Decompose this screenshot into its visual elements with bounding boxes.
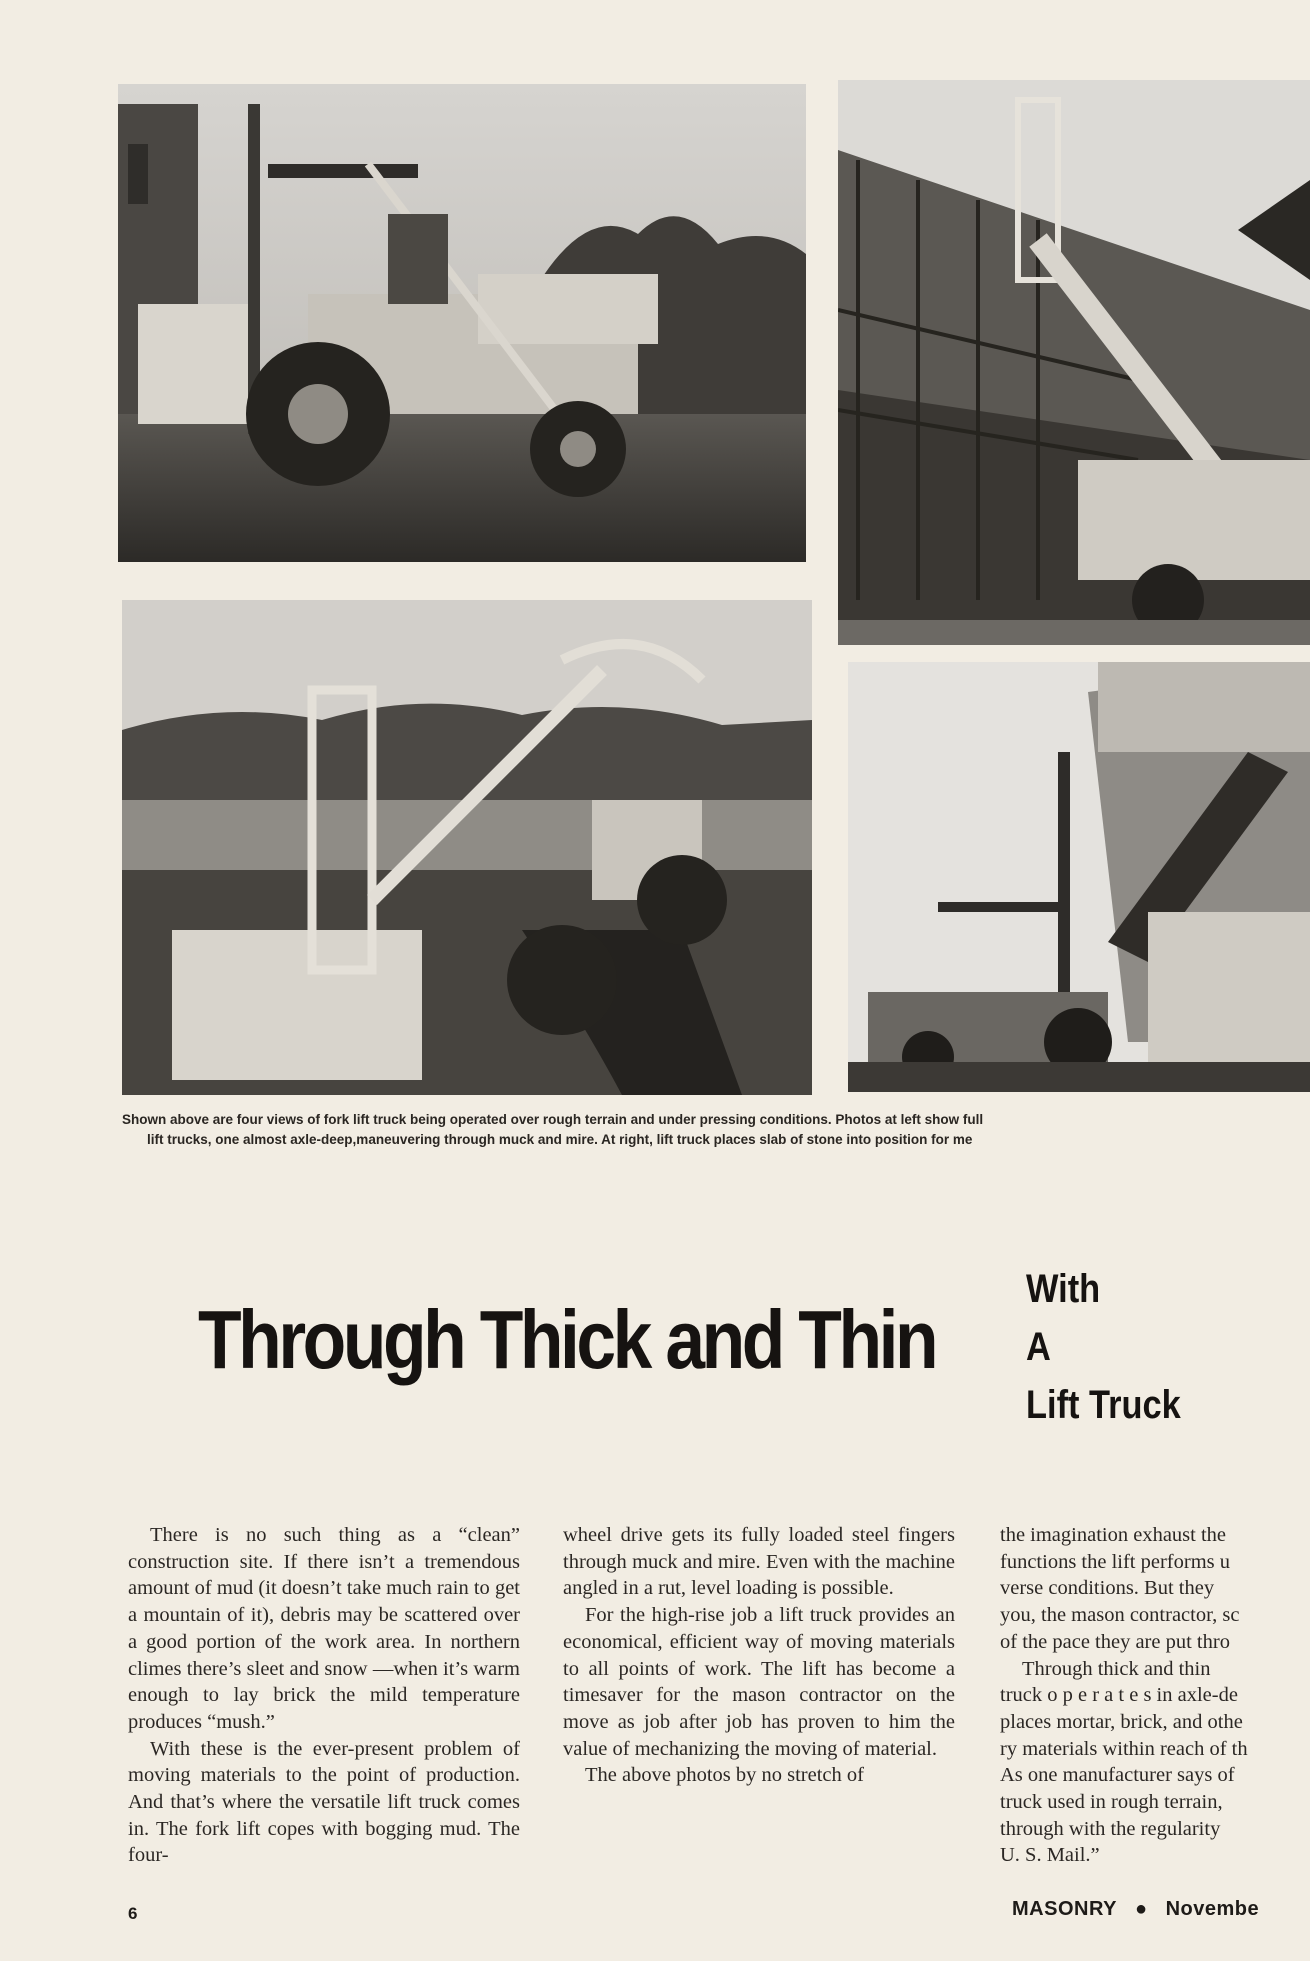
subhead-line-2: A xyxy=(1026,1325,1051,1369)
running-footer xyxy=(1012,1898,1259,1921)
text-line: truck o p e r a t e s in axle-de xyxy=(1000,1684,1238,1707)
article-subhead xyxy=(1026,1260,1181,1434)
text-line: of the pace they are put thro xyxy=(1000,1630,1230,1653)
photo-bottom-right xyxy=(848,662,1310,1092)
magazine-name: MASONRY xyxy=(1012,1898,1117,1920)
article-column-3 xyxy=(1000,1522,1310,1869)
text-line: As one manufacturer says of xyxy=(1000,1764,1235,1787)
paragraph: The above photos by no stretch of xyxy=(585,1764,864,1787)
forklift-photo-image xyxy=(118,84,806,562)
stone-slab-photo-image xyxy=(848,662,1310,1092)
paragraph: wheel drive gets its fully loaded steel fingers through muck and mire. Even with the machine angled in a rut, level loading is possible. xyxy=(563,1524,955,1600)
text-line: through with the regularity xyxy=(1000,1817,1221,1840)
photo-top-left xyxy=(118,84,806,562)
text-line: verse conditions. But they xyxy=(1000,1577,1215,1600)
page-number: 6 xyxy=(128,1904,138,1923)
text-line: you, the mason contractor, sc xyxy=(1000,1604,1240,1627)
highrise-photo-image xyxy=(838,80,1310,645)
subhead-line-1: With xyxy=(1026,1267,1101,1311)
article-headline: Through Thick and Thin xyxy=(198,1293,936,1386)
photo-caption xyxy=(122,1110,1310,1150)
photo-bottom-left xyxy=(122,600,812,1095)
issue-month: Novembe xyxy=(1165,1898,1260,1920)
text-line: truck used in rough terrain, xyxy=(1000,1791,1223,1814)
article-column-1 xyxy=(128,1522,520,1869)
text-line: places mortar, brick, and othe xyxy=(1000,1710,1243,1733)
subhead-line-3: Lift Truck xyxy=(1026,1383,1181,1427)
paragraph: With these is the ever-present problem of moving materials to the point of production. And that’s where the versatile lift truck comes in. The fork lift copes with bogging mud. The four- xyxy=(128,1737,520,1867)
text-line: Through thick and thin xyxy=(1022,1657,1211,1680)
caption-line-1: Shown above are four views of fork lift truck being operated over rough terrain and under pressing conditions. Photos at left show full xyxy=(122,1112,984,1127)
text-line: U. S. Mail.” xyxy=(1000,1844,1100,1867)
bullet-icon: ● xyxy=(1134,1898,1148,1920)
text-line: functions the lift performs u xyxy=(1000,1550,1231,1573)
text-line: the imagination exhaust the xyxy=(1000,1524,1227,1546)
text-line: ry materials within reach of th xyxy=(1000,1737,1248,1760)
caption-line-2: lift trucks, one almost axle-deep,maneuvering through muck and mire. At right, lift truck places slab of stone into position for me xyxy=(147,1132,973,1147)
paragraph: There is no such thing as a “clean” construction site. If there isn’t a tremendous amount of mud (it doesn’t take much rain to get a mountain of it), debris may be scattered over a good portion of the work area. In northern climes there’s sleet and snow —when it’s warm enough to lay brick the mild temperature produces “mush.” xyxy=(128,1524,520,1733)
article-column-2 xyxy=(563,1522,955,1789)
paragraph: For the high-rise job a lift truck provides an economical, efficient way of moving materials to all points of work. The lift has become a timesaver for the mason contractor on the move as job after job has proven to him the value of mechanizing the moving of material. xyxy=(563,1604,955,1760)
axle-deep-photo-image xyxy=(122,600,812,1095)
photo-top-right xyxy=(838,80,1310,645)
